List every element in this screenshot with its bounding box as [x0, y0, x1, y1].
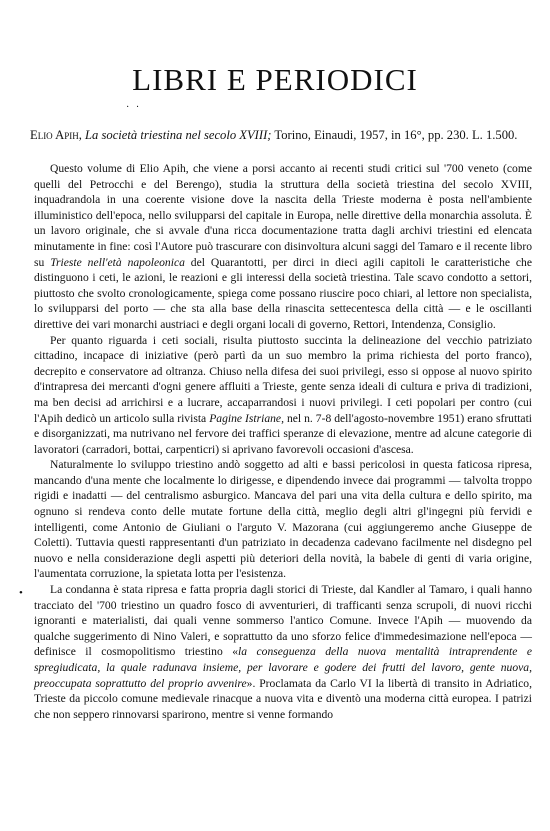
heading-dots: · · [126, 102, 142, 113]
paragraph-text: Questo volume di Elio Apih, che viene a porsi accanto ai recenti studi critici sul '700 veneto (come quelli del Petrocchi e del Berengo), studia la struttura della società triestina del secolo XVIII, inquadrandola in una coerente visione dove la nascita della Trieste moderna è posta nell'ambiente illuministico dell'epoca, nello svilupparsi del capitale in Europa, nelle direttive della monarchia assoluta. È un lavoro originale, che si avvale d'una ricca documentazione tratta dagli archivi triestini ed elencata minutamente in fine: così l'Autore può trascurare con disinvoltura alcuni saggi del Tamaro e il recente libro su [34, 162, 532, 269]
paragraph-italic: Trieste nell'età napoleonica [50, 255, 185, 269]
paragraph-italic: la conseguenza della nuova mentalità intraprendente e spregiudicata, la quale radunava insieme, per lavorare e godere dei frutti del lavoro, gente nuova, preoccupata soprattutto del proprio avvenire [34, 645, 532, 690]
paragraph-text: nel n. 7-8 dell'agosto-novembre 1951) erano sfruttati e disorganizzati, ma nutrivano nel fervore dei traffici speranze di elevazione, mentre ad alcune categorie di lavoratori (carradori, bottai, carpenticri) si aprivano favorevoli occasioni d'ascesa. [34, 411, 533, 456]
paragraph-text: Per quanto riguarda i ceti sociali, risulta piuttosto succinta la delineazione del vecchio patriziato cittadino, incapace di iniziative (però partì da un suo membro la prima richiesta del porto franco), decrepito e conservatore ad oltranza. Chiuso nella difesa dei suoi privilegi, esso si oppose al nuovo spirito d'intrapresa dei mercanti d'ogni genere affluiti a Trieste, gente senza ideali di cultura e priva di tradizioni, ma ben decisi ad arrichirsi e a lucrare, accaparrandosi i nuovi privilegi. I ceti popolari per contro (cui l'Apih dedicò un articolo sulla rivista [34, 333, 532, 425]
reference-details: Torino, Einaudi, 1957, in 16°, pp. 230. L. 1.500. [271, 128, 518, 142]
review-body [34, 161, 532, 722]
page-title: LIBRI E PERIODICI [132, 62, 418, 97]
reference-title: La società triestina nel secolo XVIII; [85, 128, 272, 142]
bullet-mark: • [19, 587, 23, 599]
paragraph-text: La condanna è stata ripresa e fatta propria dagli storici di Trieste, dal Kandler al Tamaro, i quali hanno tracciato del '700 triestino un quadro fosco di avventurieri, di trafficanti senza scrupoli, di nuovi ricchi ignoranti e materialisti, dai quali venne sommerso l'antico Comune. Invece l'Apih — muovendo da qualche suggerimento di Nino Valeri, e soprattutto da uno sforzo felice d'immedesimazione nell'epoca — definisce il cosmopolitismo triestino « [34, 583, 532, 659]
paragraph-italic: Pagine Istriane, [209, 411, 284, 425]
book-reference [30, 128, 530, 143]
paragraph-text: del Quarantotti, per dirci in dieci agili capitoli le caratteristiche che distinguono i ceti, le azioni, le reazioni e gli interessi della società triestina. Tale scavo condotto a settori, piuttosto che svolto cronologicamente, spiega come possano riuscire poco chiari, al lettore non specialista, lo svilupparsi del porto — che sta alla base della rinascita settecentesca della città — e le oscillanti direttive dei vari monarchi austriaci e degli organi locali di governo, Rettori, Intendenza, Consiglio. [34, 255, 532, 331]
paragraph-text: Naturalmente lo sviluppo triestino andò soggetto ad alti e bassi pericolosi in questa faticosa ripresa, mancando d'una mente che localmente lo dirigesse, e dipendendo invece dai programmi — talvolta troppo rigidi e inadatti — del centralismo asburgico. Mancava del pari una vita della cultura e dello spirito, ma ognuno si rendeva conto delle mutate fortune della città, meglio degli altri gl'ingegni più fervidi e intelligenti, come Antonio de Giuliani o l'arguto V. Mazorana (cui aggiungeremo anche Giuseppe de Coletti). Tuttavia questi rappresentanti d'un patriziato in decadenza cadevano facilmente nel disdegno pel nuovo e nella considerazione degli aspetti più deteriori della novità, la babele di genti di varia origine, l'aumentata corruzione, la spietata lotta per l'esistenza. [34, 458, 532, 581]
paragraph [34, 333, 532, 458]
reference-author: Elio Apih, [30, 128, 82, 142]
paragraph-text: ». Proclamata da Carlo VI la libertà di transito in Adriatico, Trieste da piccolo comune medievale rinacque a nuova vita e diventò una moderna città europea. I patrizi che non seppero rinnovarsi sparirono, mentre si venne formando [34, 676, 532, 721]
paragraph [34, 457, 532, 582]
paragraph [34, 161, 532, 333]
paragraph [34, 582, 532, 722]
